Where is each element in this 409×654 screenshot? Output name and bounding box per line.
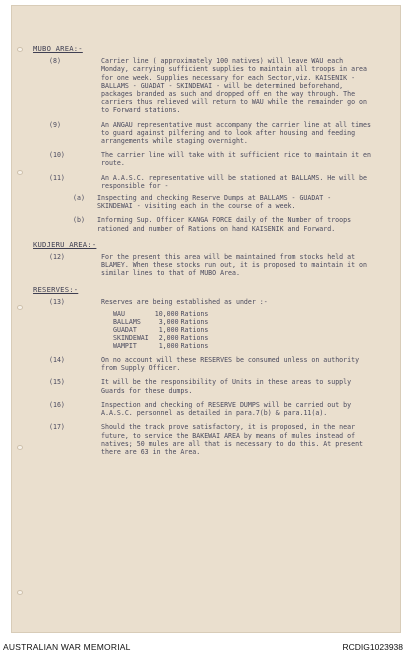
punch-hole — [17, 305, 23, 310]
paragraph-16: (16) Inspection and checking of RESERVE DUMPS will be carried out by A.A.S.C. personnel as detailed in para.7(b) & para.11(a). — [49, 400, 352, 418]
reserves-table — [113, 310, 214, 350]
paragraph-12: (12) For the present this area will be maintained from stocks held at BLAMEY. When these stocks run out, it is proposed to maintain it on similar lines to that of MUBO Area. — [49, 253, 367, 278]
subparagraph-11b: (b) Informing Sup. Officer KANGA FORCE daily of the Number of troops rationed and number of Rations on hand KAISENIK and Forward. — [73, 216, 352, 233]
section-heading-kudjeru: KUDJERU AREA:- — [33, 239, 97, 249]
archive-name: AUSTRALIAN WAR MEMORIAL — [3, 642, 131, 652]
table-row: BALLAMS 3,000 Rations — [113, 318, 209, 327]
section-heading-reserves: RESERVES:- — [33, 284, 79, 294]
section-heading-mubo: MUBO AREA:- — [33, 44, 83, 53]
paragraph-15: (15) It will be the responsibility of Units in these areas to supply Guards for these dumps. — [49, 378, 352, 395]
table-row: WAU 10,000 Rations — [113, 310, 209, 319]
paragraph-17: (17) Should the track prove satisfactory, it is proposed, in the near future, to service the BAKEWAI AREA by means of mules instead of natives; 50 mules are all that is necessary to do this. At present there are 63 in the Area. — [49, 423, 364, 456]
paragraph-13: (13) Reserves are being established as under :- — [49, 297, 268, 306]
table-row: GUADAT 1,000 Rations — [113, 326, 209, 335]
punch-hole — [17, 47, 23, 52]
punch-hole — [17, 445, 23, 450]
paragraph-9: (9) An ANGAU representative must accompany the carrier line at all times to guard against pilfering and to look after housing and feeding arrangements while staging overnight. — [49, 120, 371, 146]
typed-memo — [33, 45, 373, 462]
archive-footer — [0, 640, 409, 654]
paragraph-8: (8) Carrier line ( approximately 100 natives) will leave WAU each Monday, carrying sufficient supplies to maintain all troops in area for one week. Supplies necessary for each Sector,viz. KAISENIK - BALLAMS - GUADAT - SKINDEWAI - will be determined beforehand, packages branded as such and dropped off en the way through. The carriers thus relieved will return to WAU while the remainder go on to Forward stations. — [49, 57, 367, 115]
subparagraph-11a: (a) Inspecting and checking Reserve Dumps at BALLAMS - GUADAT - SKINDEWAI - visiting each in the course of a week. — [73, 194, 332, 211]
punch-hole — [17, 170, 23, 175]
paragraph-10: (10) The carrier line will take with it sufficient rice to maintain it en route. — [49, 151, 371, 168]
document-page — [11, 5, 401, 633]
paragraph-14: (14) On no account will these RESERVES be consumed unless on authority from Supply Officer. — [49, 356, 360, 373]
table-row: WAMPIT 1,000 Rations — [113, 342, 209, 351]
record-id: RCDIG1023938 — [342, 642, 403, 652]
punch-hole — [17, 590, 23, 595]
paragraph-11: (11) An A.A.S.C. representative will be stationed at BALLAMS. He will be responsible for - — [49, 173, 367, 190]
table-row: SKINDEWAI 2,000 Rations — [113, 334, 209, 343]
